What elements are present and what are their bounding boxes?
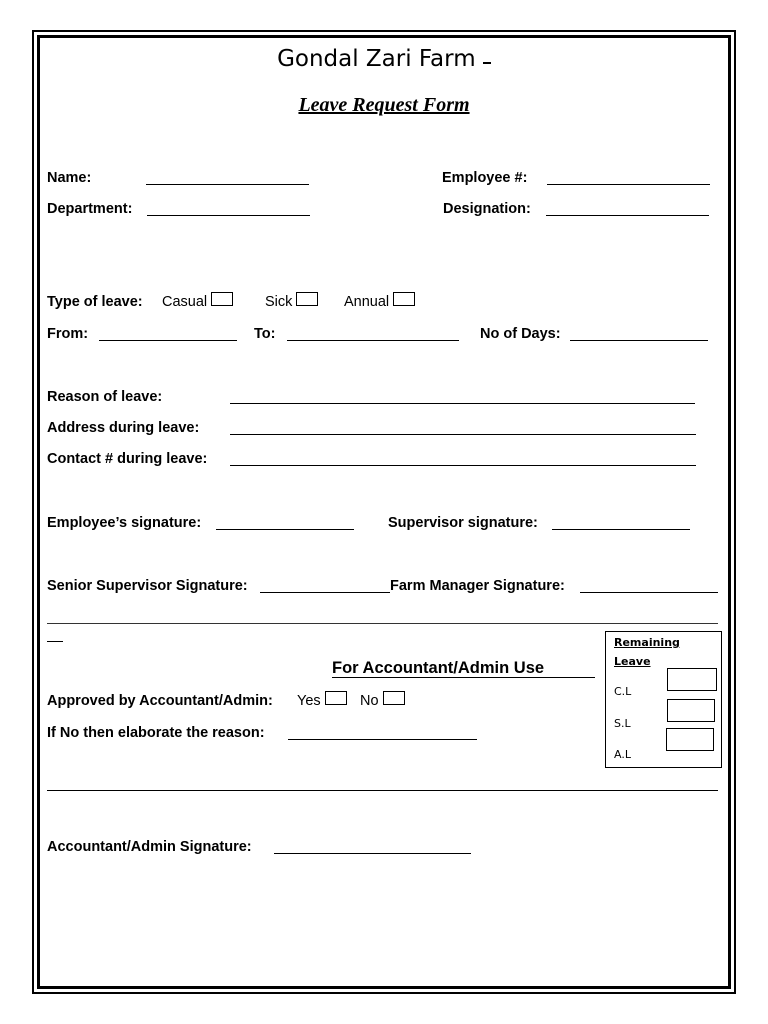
- leave-option-sick[interactable]: [265, 294, 318, 310]
- casual-checkbox[interactable]: [211, 292, 233, 306]
- approved-no-option[interactable]: [360, 693, 405, 709]
- remaining-al-label: A.L: [614, 748, 631, 761]
- farm-manager-signature-field[interactable]: [580, 592, 718, 593]
- remaining-cl-label: C.L: [614, 685, 632, 698]
- reason-field[interactable]: [230, 403, 695, 404]
- divider-tail: [47, 641, 63, 642]
- yes-checkbox[interactable]: [325, 691, 347, 705]
- remaining-cl-field[interactable]: [667, 668, 717, 691]
- section-divider: [47, 623, 718, 624]
- senior-supervisor-signature-label: Senior Supervisor Signature:: [47, 578, 248, 594]
- annual-label: Annual: [344, 294, 390, 310]
- no-checkbox[interactable]: [383, 691, 405, 705]
- approved-label: Approved by Accountant/Admin:: [47, 693, 273, 709]
- designation-field[interactable]: [546, 215, 709, 216]
- remaining-sl-field[interactable]: [667, 699, 715, 722]
- designation-label: Designation:: [443, 201, 531, 217]
- yes-label: Yes: [297, 693, 321, 709]
- admin-signature-field[interactable]: [274, 853, 471, 854]
- department-field[interactable]: [147, 215, 310, 216]
- contact-field[interactable]: [230, 465, 696, 466]
- supervisor-signature-field[interactable]: [552, 529, 690, 530]
- reason-label: Reason of leave:: [47, 389, 163, 405]
- admin-signature-label: Accountant/Admin Signature:: [47, 839, 252, 855]
- to-label: To:: [254, 326, 276, 342]
- address-label: Address during leave:: [47, 420, 200, 436]
- address-field[interactable]: [230, 434, 696, 435]
- annual-checkbox[interactable]: [393, 292, 415, 306]
- farm-manager-signature-label: Farm Manager Signature:: [390, 578, 565, 594]
- leave-option-annual[interactable]: [344, 294, 415, 310]
- approved-yes-option[interactable]: [297, 693, 347, 709]
- name-field[interactable]: [146, 184, 309, 185]
- employee-no-field[interactable]: [547, 184, 710, 185]
- supervisor-signature-label: Supervisor signature:: [388, 515, 538, 531]
- elaborate-label: If No then elaborate the reason:: [47, 725, 265, 741]
- title-underscore: [483, 62, 491, 64]
- to-field[interactable]: [287, 340, 459, 341]
- contact-label: Contact # during leave:: [47, 451, 208, 467]
- employee-no-label: Employee #:: [442, 170, 528, 186]
- admin-title-underline: [332, 677, 595, 678]
- elaborate-field[interactable]: [288, 739, 477, 740]
- remaining-sl-label: S.L: [614, 717, 631, 730]
- leave-type-label: Type of leave:: [47, 294, 143, 310]
- company-title: [0, 46, 768, 72]
- employee-signature-field[interactable]: [216, 529, 354, 530]
- from-label: From:: [47, 326, 89, 342]
- elaborate-line[interactable]: [47, 790, 718, 791]
- form-title: Leave Request Form: [298, 94, 470, 116]
- leave-option-casual[interactable]: [162, 294, 233, 310]
- remaining-al-field[interactable]: [666, 728, 714, 751]
- days-field[interactable]: [570, 340, 708, 341]
- department-label: Department:: [47, 201, 133, 217]
- remaining-leave-title-2: Leave: [614, 655, 651, 668]
- sick-label: Sick: [265, 294, 293, 310]
- admin-section-title: For Accountant/Admin Use: [332, 659, 545, 677]
- from-field[interactable]: [99, 340, 237, 341]
- name-label: Name:: [47, 170, 92, 186]
- remaining-leave-title-1: Remaining: [614, 636, 680, 649]
- employee-signature-label: Employee’s signature:: [47, 515, 202, 531]
- senior-supervisor-signature-field[interactable]: [260, 592, 390, 593]
- no-label: No: [360, 693, 379, 709]
- days-label: No of Days:: [480, 326, 561, 342]
- casual-label: Casual: [162, 294, 208, 310]
- sick-checkbox[interactable]: [296, 292, 318, 306]
- company-name: Gondal Zari Farm: [277, 46, 476, 72]
